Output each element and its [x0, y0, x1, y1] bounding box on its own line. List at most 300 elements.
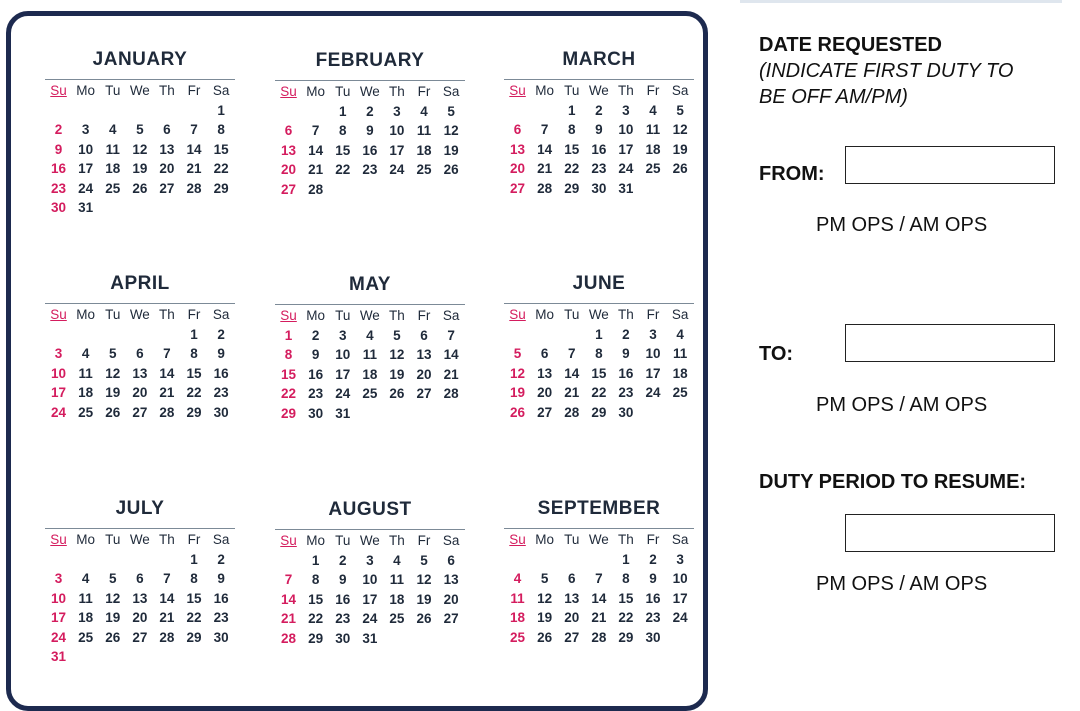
day-cell: 26 [132, 180, 148, 196]
day-cell: 30 [213, 404, 229, 420]
day-cell: 10 [51, 590, 67, 606]
day-cell: 18 [78, 385, 94, 401]
month-name: JUNE [572, 273, 626, 294]
weekday-header: We [588, 307, 609, 323]
day-cell: 13 [132, 590, 148, 606]
day-cell: 19 [132, 161, 148, 177]
day-cell: 1 [595, 326, 603, 342]
day-cell: 28 [564, 404, 580, 420]
day-cell: 9 [649, 571, 657, 587]
day-cell: 27 [537, 404, 553, 420]
day-cell: 25 [389, 611, 405, 627]
day-cell: 19 [389, 366, 405, 382]
day-cell: 4 [108, 122, 117, 138]
weekday-header: Sa [442, 533, 460, 549]
day-cell: 6 [447, 552, 455, 568]
day-cell: 16 [335, 591, 351, 607]
week-row [275, 629, 465, 649]
day-cell: 7 [595, 571, 603, 587]
day-cell: 2 [217, 551, 225, 567]
weekday-header: We [588, 83, 609, 99]
day-cell: 13 [443, 572, 459, 588]
weekday-header: Sa [442, 84, 460, 100]
week-row [275, 345, 465, 365]
weekday-header: Tu [335, 308, 351, 324]
weekday-header: Fr [187, 307, 201, 323]
day-cell: 29 [213, 180, 229, 196]
day-cell: 15 [591, 365, 607, 381]
week-row [275, 365, 465, 385]
weekday-header: Sa [671, 83, 689, 99]
day-cell: 6 [420, 327, 428, 343]
weekday-header: Th [389, 84, 405, 100]
week-row [275, 326, 465, 346]
weekday-header: Mo [306, 533, 326, 549]
day-cell: 20 [281, 162, 297, 178]
weekday-header-row [275, 306, 465, 326]
week-row [275, 121, 465, 141]
day-cell: 20 [537, 385, 553, 401]
weekday-header: Mo [76, 307, 96, 323]
day-cell: 25 [672, 385, 688, 401]
day-cell: 14 [186, 141, 202, 157]
month-divider [45, 528, 235, 529]
top-divider-strip [740, 0, 1062, 3]
day-cell: 25 [105, 180, 121, 196]
day-cell: 19 [672, 141, 688, 157]
weekday-header: Mo [76, 532, 96, 548]
weekday-header: We [359, 84, 380, 100]
day-cell: 25 [78, 404, 94, 420]
week-row [45, 101, 235, 121]
month-0 [45, 45, 235, 218]
day-cell: 28 [159, 404, 175, 420]
day-cell: 27 [132, 404, 148, 420]
weekday-header: Tu [105, 83, 121, 99]
day-cell: 7 [284, 572, 293, 588]
day-cell: 22 [281, 386, 297, 402]
day-cell: 25 [362, 386, 378, 402]
month-2 [504, 45, 694, 198]
day-cell: 4 [513, 571, 522, 587]
day-cell: 16 [51, 161, 67, 177]
day-cell: 22 [564, 161, 580, 177]
day-cell: 19 [537, 610, 553, 626]
day-cell: 15 [564, 141, 580, 157]
week-row [275, 609, 465, 629]
day-cell: 20 [564, 610, 580, 626]
day-cell: 22 [186, 385, 202, 401]
day-cell: 30 [645, 629, 661, 645]
month-name: SEPTEMBER [537, 498, 661, 519]
day-cell: 8 [311, 572, 320, 588]
day-cell: 5 [676, 102, 684, 118]
week-row [504, 628, 694, 648]
weekday-header: Sa [212, 532, 230, 548]
day-cell: 15 [618, 590, 634, 606]
day-cell: 12 [443, 123, 459, 139]
weekday-header: Th [389, 308, 405, 324]
month-5 [504, 269, 694, 422]
weekday-header: Th [159, 83, 175, 99]
to-ops-options: PM OPS / AM OPS [816, 394, 988, 416]
day-cell: 2 [622, 326, 630, 342]
day-cell: 31 [78, 200, 94, 216]
day-cell: 12 [105, 590, 121, 606]
week-row [504, 608, 694, 628]
day-cell: 5 [447, 103, 455, 119]
day-cell: 20 [159, 161, 175, 177]
weekday-header: Su [280, 84, 297, 100]
day-cell: 13 [132, 365, 148, 381]
day-cell: 27 [416, 386, 432, 402]
day-cell: 6 [284, 123, 293, 139]
week-row [45, 608, 235, 628]
day-cell: 20 [510, 161, 526, 177]
day-cell: 14 [159, 365, 175, 381]
day-cell: 8 [595, 346, 603, 362]
day-cell: 17 [51, 385, 67, 401]
month-divider [45, 303, 235, 304]
day-cell: 2 [366, 103, 374, 119]
day-cell: 16 [213, 590, 229, 606]
weekday-header: Tu [564, 307, 580, 323]
day-cell: 9 [217, 571, 225, 587]
day-cell: 31 [362, 630, 378, 646]
day-cell: 12 [389, 347, 405, 363]
day-cell: 31 [51, 649, 67, 665]
day-cell: 28 [281, 630, 297, 646]
day-cell: 8 [338, 123, 347, 139]
weekday-header: Su [509, 532, 526, 548]
day-cell: 2 [649, 551, 657, 567]
day-cell: 7 [540, 122, 549, 138]
weekday-header-row [504, 305, 694, 325]
weekday-header: Su [509, 83, 526, 99]
day-cell: 2 [217, 326, 225, 342]
weekday-header: We [129, 307, 150, 323]
week-row [504, 325, 694, 345]
day-cell: 24 [51, 629, 67, 645]
day-cell: 13 [416, 347, 432, 363]
day-cell: 31 [618, 180, 634, 196]
day-cell: 13 [510, 141, 526, 157]
day-cell: 6 [163, 122, 171, 138]
day-cell: 3 [54, 346, 63, 362]
day-cell: 6 [136, 571, 144, 587]
day-cell: 19 [105, 610, 121, 626]
from-ops-options: PM OPS / AM OPS [816, 214, 988, 236]
weekday-header: Su [50, 83, 67, 99]
day-cell: 6 [567, 571, 576, 587]
week-row [275, 590, 465, 610]
month-3 [45, 269, 235, 422]
day-cell: 3 [622, 102, 630, 118]
day-cell: 1 [567, 102, 576, 118]
day-cell: 11 [78, 590, 93, 606]
weekday-header: Tu [105, 532, 121, 548]
weekday-header: Sa [442, 308, 460, 324]
weekday-header: Su [509, 307, 526, 323]
day-cell: 15 [335, 142, 351, 158]
day-cell: 8 [567, 122, 576, 138]
day-cell: 9 [595, 122, 603, 138]
from-date-field[interactable] [845, 146, 1055, 184]
month-name: AUGUST [328, 499, 412, 520]
week-row [45, 364, 235, 384]
weekday-header: Su [280, 533, 297, 549]
day-cell: 10 [389, 123, 405, 139]
day-cell: 1 [217, 102, 225, 118]
week-row [504, 159, 694, 179]
day-cell: 7 [163, 571, 171, 587]
week-row [504, 179, 694, 199]
day-cell: 30 [335, 630, 351, 646]
week-row [45, 403, 235, 423]
day-cell: 10 [672, 571, 688, 587]
day-cell: 27 [564, 629, 580, 645]
weekday-header: We [129, 532, 150, 548]
weekday-header: Mo [535, 83, 555, 99]
month-6 [45, 494, 235, 667]
day-cell: 17 [389, 142, 405, 158]
week-row [275, 384, 465, 404]
week-row [45, 179, 235, 199]
day-cell: 13 [281, 142, 297, 158]
day-cell: 18 [672, 365, 688, 381]
day-cell: 17 [672, 590, 688, 606]
day-cell: 10 [362, 572, 378, 588]
date-requested-title: DATE REQUESTED [759, 34, 942, 56]
day-cell: 26 [672, 161, 688, 177]
day-cell: 14 [308, 142, 324, 158]
day-cell: 13 [159, 141, 175, 157]
day-cell: 1 [338, 103, 347, 119]
day-cell: 27 [443, 611, 459, 627]
weekday-header: We [588, 532, 609, 548]
weekday-header: Fr [646, 83, 660, 99]
day-cell: 9 [366, 123, 374, 139]
day-cell: 15 [308, 591, 324, 607]
weekday-header: Mo [306, 84, 326, 100]
day-cell: 8 [622, 571, 630, 587]
day-cell: 23 [308, 386, 324, 402]
weekday-header: We [129, 83, 150, 99]
day-cell: 25 [645, 161, 661, 177]
day-cell: 5 [108, 571, 117, 587]
week-row [45, 383, 235, 403]
weekday-header-row [504, 530, 694, 550]
day-cell: 5 [136, 122, 144, 138]
month-name: MAY [349, 274, 391, 295]
day-cell: 11 [416, 123, 432, 139]
day-cell: 7 [163, 346, 171, 362]
week-row [275, 102, 465, 122]
month-name: MARCH [562, 49, 636, 70]
day-cell: 12 [416, 572, 432, 588]
week-row [275, 141, 465, 161]
weekday-header: Tu [564, 532, 580, 548]
day-cell: 15 [281, 366, 297, 382]
month-divider [45, 79, 235, 80]
day-cell: 28 [443, 386, 459, 402]
day-cell: 17 [335, 366, 351, 382]
day-cell: 22 [618, 610, 634, 626]
day-cell: 7 [190, 122, 198, 138]
day-cell: 14 [443, 347, 459, 363]
day-cell: 31 [335, 405, 351, 421]
day-cell: 24 [362, 611, 378, 627]
day-cell: 9 [54, 141, 63, 157]
week-row [45, 159, 235, 179]
day-cell: 27 [281, 181, 297, 197]
month-divider [504, 79, 694, 80]
day-cell: 14 [564, 365, 580, 381]
day-cell: 26 [105, 629, 121, 645]
week-row [504, 550, 694, 570]
duty-resume-field[interactable] [845, 514, 1055, 552]
weekday-header: Tu [564, 83, 580, 99]
day-cell: 24 [335, 386, 351, 402]
day-cell: 24 [51, 404, 67, 420]
weekday-header: Fr [417, 84, 431, 100]
day-cell: 2 [595, 102, 603, 118]
day-cell: 16 [591, 141, 607, 157]
day-cell: 18 [362, 366, 378, 382]
day-cell: 7 [447, 327, 455, 343]
weekday-header: Mo [76, 83, 96, 99]
day-cell: 14 [537, 141, 553, 157]
day-cell: 29 [186, 629, 202, 645]
day-cell: 23 [213, 385, 229, 401]
day-cell: 15 [186, 365, 202, 381]
instruction-line-1: (INDICATE FIRST DUTY TO [759, 60, 1014, 82]
day-cell: 15 [213, 141, 229, 157]
day-cell: 26 [510, 404, 526, 420]
day-cell: 27 [159, 180, 175, 196]
day-cell: 3 [366, 552, 374, 568]
day-cell: 3 [81, 122, 90, 138]
day-cell: 30 [308, 405, 324, 421]
day-cell: 29 [591, 404, 607, 420]
day-cell: 21 [159, 610, 175, 626]
day-cell: 17 [645, 365, 661, 381]
month-name: JANUARY [92, 49, 188, 70]
weekday-header: Fr [417, 533, 431, 549]
day-cell: 4 [81, 346, 90, 362]
week-row [45, 198, 235, 218]
weekday-header: Tu [105, 307, 121, 323]
day-cell: 9 [311, 347, 320, 363]
day-cell: 17 [618, 141, 634, 157]
day-cell: 28 [537, 180, 553, 196]
day-cell: 19 [416, 591, 432, 607]
day-cell: 19 [443, 142, 459, 158]
day-cell: 23 [335, 611, 351, 627]
week-row [275, 160, 465, 180]
day-cell: 8 [284, 347, 293, 363]
weekday-header: Tu [335, 533, 351, 549]
month-divider [504, 528, 694, 529]
day-cell: 29 [564, 180, 580, 196]
day-cell: 29 [308, 630, 324, 646]
day-cell: 18 [389, 591, 405, 607]
day-cell: 24 [672, 610, 688, 626]
day-cell: 3 [338, 327, 347, 343]
day-cell: 13 [537, 365, 553, 381]
day-cell: 4 [676, 326, 684, 342]
week-row [504, 383, 694, 403]
day-cell: 9 [217, 346, 225, 362]
weekday-header: Su [50, 532, 67, 548]
to-date-field[interactable] [845, 324, 1055, 362]
weekday-header-row [504, 81, 694, 101]
week-row [275, 551, 465, 571]
week-row [45, 628, 235, 648]
day-cell: 21 [537, 161, 553, 177]
weekday-header: Th [159, 307, 175, 323]
day-cell: 4 [81, 571, 90, 587]
day-cell: 10 [645, 346, 661, 362]
day-cell: 14 [281, 591, 297, 607]
day-cell: 2 [311, 327, 320, 343]
day-cell: 16 [618, 365, 634, 381]
day-cell: 24 [389, 162, 405, 178]
weekday-header: Fr [646, 307, 660, 323]
weekday-header: Sa [212, 307, 230, 323]
day-cell: 27 [132, 629, 148, 645]
month-name: FEBRUARY [315, 50, 425, 71]
day-cell: 25 [78, 629, 94, 645]
day-cell: 5 [108, 346, 117, 362]
week-row [45, 647, 235, 667]
day-cell: 11 [105, 141, 120, 157]
day-cell: 20 [132, 385, 148, 401]
day-cell: 9 [622, 346, 630, 362]
month-4 [275, 270, 465, 423]
day-cell: 21 [591, 610, 607, 626]
week-row [45, 325, 235, 345]
day-cell: 22 [591, 385, 607, 401]
day-cell: 6 [540, 346, 549, 362]
day-cell: 1 [190, 551, 198, 567]
day-cell: 28 [159, 629, 175, 645]
day-cell: 27 [510, 180, 526, 196]
month-8 [504, 494, 694, 647]
day-cell: 3 [54, 571, 63, 587]
day-cell: 4 [393, 552, 401, 568]
month-divider [275, 80, 465, 81]
day-cell: 24 [645, 385, 661, 401]
day-cell: 21 [564, 385, 580, 401]
day-cell: 10 [335, 347, 351, 363]
day-cell: 4 [366, 327, 374, 343]
month-name: JULY [115, 498, 165, 519]
weekday-header-row [45, 81, 235, 101]
day-cell: 21 [186, 161, 202, 177]
day-cell: 16 [308, 366, 324, 382]
day-cell: 30 [618, 404, 634, 420]
week-row [504, 403, 694, 423]
day-cell: 28 [186, 180, 202, 196]
weekday-header: Th [159, 532, 175, 548]
weekday-header-row [275, 82, 465, 102]
day-cell: 18 [78, 610, 94, 626]
week-row [275, 404, 465, 424]
week-row [504, 140, 694, 160]
day-cell: 26 [443, 162, 459, 178]
day-cell: 16 [362, 142, 378, 158]
